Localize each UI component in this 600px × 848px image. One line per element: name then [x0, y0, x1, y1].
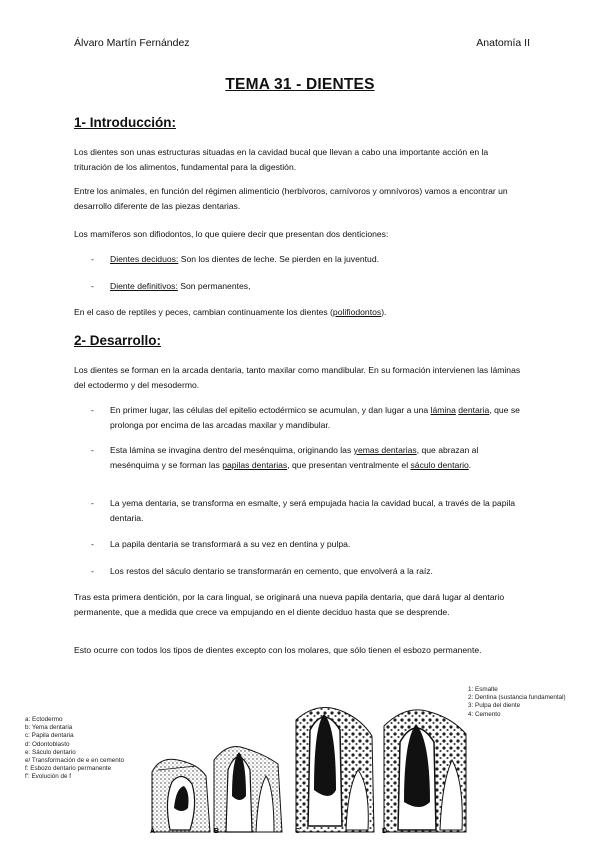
sec1-paragraph-1: Los dientes son unas estructuras situadas en la cavidad bucal que llevan a cabo una importante acción en la trituración de los alimentos, fundamental para la digestión. [74, 147, 489, 172]
sec2-bullet-3 [91, 496, 521, 526]
legend-item: f: Esbozo dentario permanente [25, 765, 112, 773]
bullet-dash: - [91, 445, 94, 455]
term-yemas-dentarias: yemas dentarias [353, 445, 417, 455]
sec2-bullet-2 [91, 443, 521, 473]
sec2-bullet-5 [91, 564, 521, 579]
legend-item: d: Odontoblasto [25, 740, 70, 748]
bullet-text: La yema dentaria, se transforma en esmalte, y será empujada hacia la cavidad bucal, a través de la papila dentaria. [110, 498, 516, 523]
legend-item: 3: Pulpa del diente [468, 702, 521, 710]
bullet-text: Son los dientes de leche. Se pierden en la juventud. [178, 254, 379, 264]
legend-item: f': Evolución de f [25, 773, 72, 781]
sec1-paragraph-4 [74, 305, 524, 320]
term-definitivos: Diente definitivos: [110, 281, 178, 291]
panel-a [152, 759, 210, 832]
legend-item: e: Sáculo dentario [25, 748, 76, 756]
p4-text-b: ). [381, 307, 387, 317]
sec2-paragraph-2: Tras esta primera dentición, por la cara lingual, se originará una nueva papila dentaria, que dará lugar al dentario permanente, que a medida que crece va empujando en el diente deciduo hasta que se desprende. [74, 592, 505, 617]
sec1-paragraph-2: Entre los animales, en función del régimen alimenticio (herbívoros, carnívoros y omnívoros) vamos a encontrar un desarrollo diferente de las piezas dentarias. [74, 186, 508, 211]
bullet-text: La papila dentaria se transformará a su vez en dentina y pulpa. [110, 539, 351, 549]
panel-c [296, 708, 374, 833]
bullet-text: , que presentan ventralmente el [287, 460, 411, 470]
header-author: Álvaro Martín Fernández [74, 37, 190, 49]
legend-item: 2: Dentina (sustancia fundamental) [468, 694, 566, 702]
section-1-heading: 1- Introducción: [74, 115, 176, 130]
legend-item: c: Papila dentaria [25, 732, 74, 740]
panel-label-a: A [150, 828, 156, 835]
legend-item: 4: Cemento [468, 710, 501, 718]
bullet-dash: - [91, 254, 94, 264]
figure-legend-left [25, 716, 124, 782]
sec2-paragraph-1: Los dientes se forman en la arcada dentaria, tanto maxilar como mandibular. En su formación intervienen las láminas del ectodermo y del mesodermo. [74, 365, 521, 390]
term-lamina: lámina [430, 405, 456, 415]
bullet-text: Son permanentes, [177, 281, 251, 291]
term-dentaria: dentaria [458, 405, 490, 415]
tooth-development-illustration [148, 690, 470, 838]
term-deciduos: Dientes deciduos: [110, 254, 179, 264]
bullet-dash: - [91, 566, 94, 576]
bullet-text: En primer lugar, las células del epitelio ectodérmico se acumulan, y dan lugar a una [110, 405, 431, 415]
bullet-text: , que se prolonga por encima de las arcadas maxilar y mandibular. [110, 405, 520, 430]
sec1-bullet-2 [91, 279, 521, 294]
legend-item: b: Yema dentaria [25, 724, 73, 732]
sec2-bullet-4 [91, 537, 521, 552]
sec2-paragraph-3: Esto ocurre con todos los tipos de dientes excepto con los molares, que sólo tienen el esbozo permanente. [74, 645, 482, 655]
bullet-dash: - [91, 539, 94, 549]
term-papilas-dentarias: papilas dentarias [222, 460, 288, 470]
bullet-text: , que abrazan al mesénquima y se forman las [110, 445, 479, 470]
bullet-text: Esta lámina se invagina dentro del mesénquima, originando las [110, 445, 354, 455]
figure-legend-right [468, 686, 566, 719]
sec1-bullet-1 [91, 252, 521, 267]
legend-item: a: Ectodermo [25, 716, 63, 723]
bullet-dash: - [91, 498, 94, 508]
sec2-bullet-1 [91, 403, 521, 433]
panel-d [384, 710, 466, 832]
p4-text-a: En el caso de reptiles y peces, cambian continuamente los dientes ( [74, 307, 333, 317]
bullet-text: Los restos del sáculo dentario se transformarán en cemento, que envolverá a la raíz. [110, 566, 433, 576]
legend-item: e/ Transformación de e en cemento [25, 757, 125, 765]
sec1-paragraph-3: Los mamíferos son difiodontos, lo que quiere decir que presentan dos denticiones: [74, 229, 389, 239]
legend-item: 1: Esmalte [468, 686, 498, 693]
term-saculo-dentario: sáculo dentario [410, 460, 469, 470]
bullet-dash: - [91, 405, 94, 415]
header-subject: Anatomía II [476, 37, 530, 49]
term-polifiodontos: polifiodontos [332, 307, 382, 317]
panel-label-b: B [214, 828, 220, 835]
bullet-dash: - [91, 281, 94, 291]
section-2-heading: 2- Desarrollo: [74, 333, 162, 348]
panel-label-d: D [382, 828, 388, 835]
panel-b [214, 747, 282, 833]
panel-label-c: C [295, 828, 301, 835]
bullet-text: . [468, 460, 472, 470]
page-title: TEMA 31 - DIENTES [225, 76, 375, 93]
